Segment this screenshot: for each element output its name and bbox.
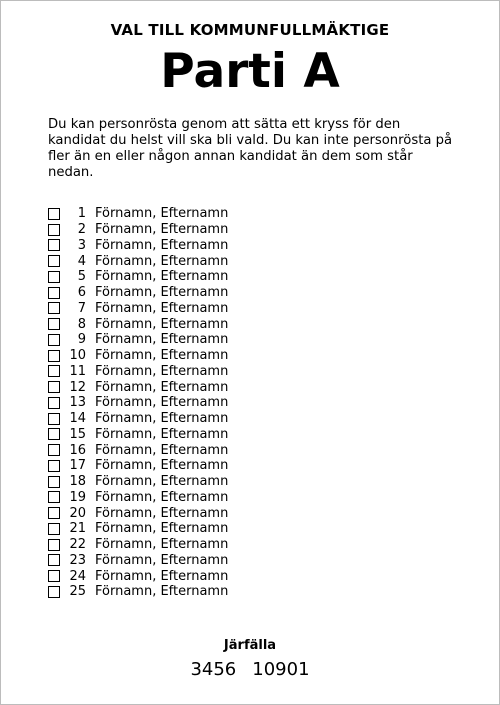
candidate-row (48, 253, 228, 269)
candidate-number: 16 (69, 442, 86, 458)
party-name: Parti A (160, 44, 340, 99)
ballot-heading: VAL TILL KOMMUNFULLMÄKTIGE (110, 21, 390, 39)
candidate-number: 17 (69, 458, 86, 474)
candidate-name: Förnamn, Efternamn (95, 395, 229, 411)
candidate-row (48, 348, 228, 364)
candidate-checkbox[interactable] (48, 224, 60, 236)
candidate-row (48, 442, 228, 458)
candidate-row (48, 474, 228, 490)
candidate-name: Förnamn, Efternamn (95, 285, 229, 301)
candidate-row (48, 427, 228, 443)
candidate-checkbox[interactable] (48, 318, 60, 330)
candidate-checkbox[interactable] (48, 570, 60, 582)
candidate-checkbox[interactable] (48, 428, 60, 440)
candidate-checkbox[interactable] (48, 334, 60, 346)
candidate-list (48, 206, 228, 600)
candidate-name: Förnamn, Efternamn (95, 537, 229, 553)
municipality-name: Järfälla (223, 638, 277, 653)
candidate-row (48, 411, 228, 427)
candidate-name: Förnamn, Efternamn (95, 253, 229, 269)
candidate-name: Förnamn, Efternamn (95, 300, 229, 316)
candidate-row (48, 490, 228, 506)
candidate-row (48, 222, 228, 238)
candidate-row (48, 553, 228, 569)
candidate-checkbox[interactable] (48, 539, 60, 551)
candidate-name: Förnamn, Efternamn (95, 222, 229, 238)
candidate-number: 7 (77, 300, 86, 316)
candidate-row (48, 521, 228, 537)
candidate-name: Förnamn, Efternamn (95, 332, 229, 348)
candidate-name: Förnamn, Efternamn (95, 552, 229, 568)
candidate-number: 14 (69, 411, 86, 427)
candidate-row (48, 316, 228, 332)
candidate-name: Förnamn, Efternamn (95, 521, 229, 537)
candidate-number: 4 (77, 253, 86, 269)
candidate-number: 22 (69, 537, 86, 553)
candidate-row (48, 285, 228, 301)
candidate-checkbox[interactable] (48, 397, 60, 409)
candidate-number: 19 (69, 489, 86, 505)
candidate-number: 25 (69, 584, 86, 600)
candidate-row (48, 206, 228, 222)
candidate-name: Förnamn, Efternamn (95, 363, 229, 379)
candidate-name: Förnamn, Efternamn (95, 269, 229, 285)
candidate-checkbox[interactable] (48, 507, 60, 519)
candidate-checkbox[interactable] (48, 491, 60, 503)
candidate-number: 5 (77, 269, 86, 285)
ballot-code-left: 3456 (190, 659, 237, 680)
candidate-name: Förnamn, Efternamn (95, 348, 229, 364)
candidate-checkbox[interactable] (48, 271, 60, 283)
candidate-number: 11 (69, 363, 86, 379)
candidate-number: 18 (69, 474, 86, 490)
candidate-name: Förnamn, Efternamn (95, 584, 229, 600)
candidate-checkbox[interactable] (48, 365, 60, 377)
candidate-number: 9 (77, 332, 86, 348)
candidate-row (48, 568, 228, 584)
candidate-checkbox[interactable] (48, 523, 60, 535)
candidate-name: Förnamn, Efternamn (95, 426, 229, 442)
candidate-checkbox[interactable] (48, 208, 60, 220)
candidate-row (48, 301, 228, 317)
candidate-row (48, 238, 228, 254)
candidate-checkbox[interactable] (48, 239, 60, 251)
candidate-checkbox[interactable] (48, 302, 60, 314)
candidate-name: Förnamn, Efternamn (95, 458, 229, 474)
candidate-number: 10 (69, 348, 86, 364)
candidate-checkbox[interactable] (48, 350, 60, 362)
candidate-row (48, 379, 228, 395)
candidate-number: 24 (69, 568, 86, 584)
candidate-number: 13 (69, 395, 86, 411)
candidate-row (48, 537, 228, 553)
candidate-number: 20 (69, 505, 86, 521)
candidate-row (48, 364, 228, 380)
candidate-checkbox[interactable] (48, 554, 60, 566)
candidate-name: Förnamn, Efternamn (95, 206, 229, 222)
candidate-name: Förnamn, Efternamn (95, 505, 229, 521)
candidate-row (48, 505, 228, 521)
candidate-number: 15 (69, 426, 86, 442)
ballot-codes (1, 659, 499, 680)
candidate-checkbox[interactable] (48, 476, 60, 488)
candidate-name: Förnamn, Efternamn (95, 379, 229, 395)
candidate-name: Förnamn, Efternamn (95, 411, 229, 427)
candidate-checkbox[interactable] (48, 586, 60, 598)
candidate-row (48, 269, 228, 285)
candidate-number: 12 (69, 379, 86, 395)
candidate-number: 6 (77, 285, 86, 301)
candidate-name: Förnamn, Efternamn (95, 316, 229, 332)
candidate-row (48, 332, 228, 348)
candidate-number: 3 (77, 237, 86, 253)
ballot-code-right: 10901 (252, 659, 310, 680)
candidate-number: 8 (77, 316, 86, 332)
candidate-number: 23 (69, 552, 86, 568)
candidate-name: Förnamn, Efternamn (95, 442, 229, 458)
candidate-checkbox[interactable] (48, 460, 60, 472)
candidate-row (48, 584, 228, 600)
candidate-name: Förnamn, Efternamn (95, 237, 229, 253)
candidate-checkbox[interactable] (48, 255, 60, 267)
candidate-checkbox[interactable] (48, 381, 60, 393)
candidate-row (48, 458, 228, 474)
candidate-name: Förnamn, Efternamn (95, 568, 229, 584)
candidate-row (48, 395, 228, 411)
candidate-number: 21 (69, 521, 86, 537)
candidate-number: 1 (77, 206, 86, 222)
candidate-name: Förnamn, Efternamn (95, 489, 229, 505)
candidate-name: Förnamn, Efternamn (95, 474, 229, 490)
candidate-checkbox[interactable] (48, 444, 60, 456)
candidate-number: 2 (77, 222, 86, 238)
instructions-text: Du kan personrösta genom att sätta ett kryss för den kandidat du helst vill ska bli vald. Du kan inte personrösta på fler än en eller någon annan kandidat än dem som står nedan. (48, 117, 453, 180)
candidate-checkbox[interactable] (48, 413, 60, 425)
candidate-checkbox[interactable] (48, 287, 60, 299)
